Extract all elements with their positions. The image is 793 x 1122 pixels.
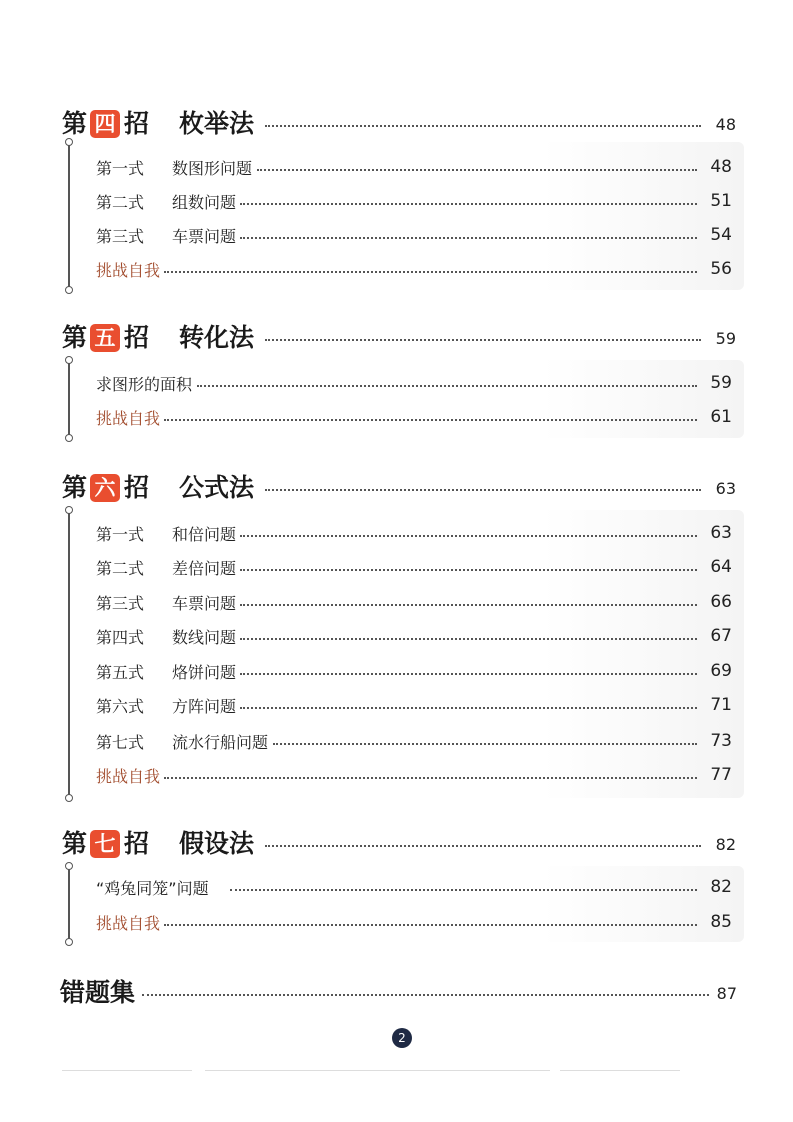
chapter-title: 假设法 [179, 829, 255, 858]
section-number: 第二式 [96, 192, 145, 212]
bracket-cap-top [65, 356, 73, 364]
toc-entry[interactable] [0, 872, 793, 902]
entry-page-number: 64 [710, 557, 732, 577]
entry-label [96, 190, 236, 213]
chapter-suffix: 招 [124, 473, 150, 502]
chapter-suffix: 招 [124, 829, 150, 858]
chapter-heading[interactable] [0, 826, 793, 862]
challenge-entry[interactable] [0, 254, 793, 284]
entry-label [96, 591, 236, 614]
entry-page-number: 56 [710, 259, 732, 279]
chapter-prefix: 第 [62, 109, 88, 138]
leader-dots [240, 567, 697, 571]
chapter-page-number: 48 [715, 114, 736, 134]
entry-label [96, 660, 236, 683]
entry-title: 数图形问题 [172, 158, 253, 178]
chapter-title: 转化法 [179, 323, 255, 352]
leader-dots [240, 705, 697, 709]
chapter-heading[interactable] [0, 106, 793, 142]
toc-entry[interactable] [0, 656, 793, 686]
bracket-cap-bottom [65, 434, 73, 442]
chapter-number-badge: 四 [90, 110, 120, 138]
chapter-label [62, 106, 254, 142]
chapter-label [62, 320, 254, 356]
chapter-title: 枚举法 [179, 109, 255, 138]
errors-page-number: 87 [716, 983, 737, 1003]
entry-label [96, 372, 192, 395]
section-number: 第七式 [96, 732, 145, 752]
leader-dots [164, 775, 697, 779]
entry-label [96, 224, 236, 247]
entry-title: 组数问题 [172, 192, 237, 212]
leader-dots [197, 383, 697, 387]
entry-page-number: 69 [710, 661, 732, 681]
chapter-title: 公式法 [179, 473, 255, 502]
bracket-cap-top [65, 862, 73, 870]
leader-dots [240, 636, 697, 640]
toc-entry[interactable] [0, 186, 793, 216]
toc-entry[interactable] [0, 587, 793, 617]
leader-dots [164, 417, 697, 421]
leader-dots [164, 269, 697, 273]
entry-page-number: 77 [710, 765, 732, 785]
leader-dots [265, 123, 701, 127]
chapter-suffix: 招 [124, 109, 150, 138]
entry-page-number: 48 [710, 157, 732, 177]
leader-dots [164, 922, 697, 926]
entry-title: 求图形的面积 [96, 374, 193, 394]
footer-line [560, 1070, 680, 1071]
page-number-badge: 2 [392, 1028, 412, 1048]
section-number: 第二式 [96, 558, 145, 578]
leader-dots [265, 843, 701, 847]
leader-dots [230, 887, 697, 891]
entry-page-number: 61 [710, 407, 732, 427]
chapter-number-badge: 五 [90, 324, 120, 352]
leader-dots [265, 337, 701, 341]
entry-page-number: 85 [710, 912, 732, 932]
chapter-suffix: 招 [124, 323, 150, 352]
leader-dots [142, 992, 709, 996]
chapter-number-badge: 六 [90, 474, 120, 502]
entry-label [96, 730, 268, 753]
leader-dots [240, 201, 697, 205]
toc-entry[interactable] [0, 152, 793, 182]
leader-dots [240, 602, 697, 606]
entry-page-number: 59 [710, 373, 732, 393]
entry-label [96, 406, 160, 429]
entry-title: 挑战自我 [96, 260, 161, 280]
entry-title: 差倍问题 [172, 558, 237, 578]
leader-dots [257, 167, 698, 171]
section-number: 第三式 [96, 226, 145, 246]
footer-line [62, 1070, 192, 1071]
chapter-number-badge: 七 [90, 830, 120, 858]
bracket-cap-bottom [65, 286, 73, 294]
leader-dots [240, 671, 697, 675]
toc-entry[interactable] [0, 690, 793, 720]
entry-title: 和倍问题 [172, 524, 237, 544]
entry-title: 挑战自我 [96, 913, 161, 933]
section-number: 第一式 [96, 524, 145, 544]
entry-title: 流水行船问题 [172, 732, 269, 752]
bracket-cap-bottom [65, 794, 73, 802]
entry-label [96, 156, 252, 179]
entry-title: 烙饼问题 [172, 662, 237, 682]
entry-title: 方阵问题 [172, 696, 237, 716]
entry-label [96, 764, 160, 787]
entry-label [96, 258, 160, 281]
entry-title: 挑战自我 [96, 766, 161, 786]
entry-label [96, 556, 236, 579]
challenge-entry[interactable] [0, 760, 793, 790]
entry-label [96, 694, 236, 717]
chapter-prefix: 第 [62, 829, 88, 858]
entry-page-number: 73 [710, 731, 732, 751]
footer-line [400, 1070, 550, 1071]
bracket-cap-bottom [65, 938, 73, 946]
leader-dots [240, 235, 697, 239]
entry-title: “鸡兔同笼”问题 [96, 878, 209, 898]
entry-page-number: 63 [710, 523, 732, 543]
entry-label [96, 876, 209, 899]
section-number: 第五式 [96, 662, 145, 682]
challenge-entry[interactable] [0, 907, 793, 937]
toc-entry[interactable] [0, 220, 793, 250]
entry-page-number: 71 [710, 695, 732, 715]
entry-title: 车票问题 [172, 593, 237, 613]
toc-entry[interactable] [0, 621, 793, 651]
errors-title: 错题集 [60, 978, 136, 1007]
errors-heading[interactable] [0, 975, 793, 1011]
chapter-prefix: 第 [62, 323, 88, 352]
chapter-page-number: 82 [715, 834, 736, 854]
chapter-label [62, 826, 254, 862]
section-number: 第三式 [96, 593, 145, 613]
entry-page-number: 54 [710, 225, 732, 245]
toc-entry[interactable] [0, 726, 793, 756]
chapter-prefix: 第 [62, 473, 88, 502]
entry-title: 数线问题 [172, 627, 237, 647]
entry-page-number: 67 [710, 626, 732, 646]
leader-dots [265, 487, 701, 491]
toc-entry[interactable] [0, 552, 793, 582]
chapter-heading[interactable] [0, 470, 793, 506]
entry-label [96, 522, 236, 545]
section-number: 第四式 [96, 627, 145, 647]
chapter-heading[interactable] [0, 320, 793, 356]
leader-dots [273, 741, 697, 745]
toc-entry[interactable] [0, 518, 793, 548]
entry-page-number: 51 [710, 191, 732, 211]
entry-label [96, 625, 236, 648]
bracket-cap-top [65, 506, 73, 514]
entry-title: 车票问题 [172, 226, 237, 246]
entry-title: 挑战自我 [96, 408, 161, 428]
section-number: 第六式 [96, 696, 145, 716]
chapter-page-number: 63 [715, 478, 736, 498]
entry-page-number: 82 [710, 877, 732, 897]
bracket-cap-top [65, 138, 73, 146]
entry-page-number: 66 [710, 592, 732, 612]
section-number: 第一式 [96, 158, 145, 178]
toc-entry[interactable] [0, 368, 793, 398]
entry-label [96, 911, 160, 934]
challenge-entry[interactable] [0, 402, 793, 432]
leader-dots [240, 533, 697, 537]
chapter-label [62, 470, 254, 506]
chapter-page-number: 59 [715, 328, 736, 348]
